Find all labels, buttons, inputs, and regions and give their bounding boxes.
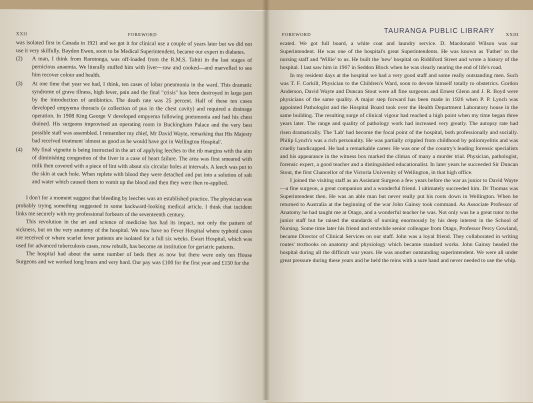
right-paragraph-3: I joined the visiting staff as an Assistant Surgeon a few years before the war as junior to David Wayte—a fine surgeon, a great companion and a wonderful friend. I ultimately succeeded him. Dr Thomas was Superintendent then. He was an able man but never really put his roots down in Wellington. When he returned to Australia at the beginning of the war John Gainsy took command. As Associate Professor of Anatomy he had taught me at Otago, and a wonderful teacher he was. Not only was he a great tutor to the junior staff but he raised the standards of nursing enormously by his deep interest in the School of Nursing. Some time later his friend and erstwhile senior colleague from Otago, Professor Percy Gowland, became Director of Clinical Services on our staff. John was a loyal friend. They collaborated in writing routes' textbooks on anatomy and physiology which became standard works. John Gainsy headed the hospital during all the difficult war years. He was another outstanding superintendent. We were all under great pressure during these years and he held the reins with a sure hand and never needed to use the whip. bbox=[280, 177, 518, 265]
library-stamp: TAURANGA PUBLIC LIBRARY bbox=[384, 28, 495, 35]
list-item-text: My final vignette is being instructed in the art of applying leeches to the rib margins with the aim of diminishing congestion of the liver in a case of heart failure. The area was first smeared with milk then covered with a piece of lint with about six circular holes at intervals. A leech was put to the skin at each hole. When replete with blood they were detached and put into a solution of salt and water which caused them to vomit up the blood and then they were then re-applied. bbox=[32, 146, 252, 187]
left-paragraph-2: I don't for a moment suggest that bleeding by leeches was an established practice. The physician was probably trying something suggested in some backward-looking medical article. I think that incident links me securely with my professional forbears of the seventeenth century. bbox=[16, 195, 252, 219]
list-item-number: (2) bbox=[16, 56, 23, 63]
left-paragraph-4: The hospital had about the same number of beds then as now but there were only ten House Surgeons and we worked long hours and very hard. Our pay was £100 for the first year and £150 for the bbox=[16, 251, 252, 268]
list-item bbox=[16, 55, 252, 81]
list-item-number: (3) bbox=[16, 81, 23, 88]
right-running-head: FOREWORD bbox=[282, 32, 311, 37]
list-item-number: (4) bbox=[16, 146, 23, 153]
book-gutter bbox=[262, 0, 270, 400]
right-paragraph-2: In my resident days at the hospital we had a very good staff and some really outstanding men. Such was T. F. Corkill, Physician to the Children's Ward, soon to devote himself totally to obstetrics. Gordon Anderson, David Wayte and Duncan Stout were all fine surgeons and Ernest Glenn and J. R. Boyd were physicians of the same quality. A major step forward has been made in 1926 when P. P. Lynch was appointed Pathologist and the Hospital Board took over the Health Department Laboratory house in the same building. The resulting surge of clinical vigour had reached a high point when my time began three years later. The range and quality of pathology work had increased very greatly. The autopsy rate had risen dramatically. The 'Lab' had become the focal point of the hospital, both professionally and socially. Philip Lynch's was a rich personality. He was partially crippled from childhood by poliomyelitis and was cruelly handicapped. He had a remarkable career. He was one of the country's leading forensic specialists and his appearance in the witness box marked the climax of many a murder trial. Physician, pathologist, forensic expert, a good teacher and a distinguished educationalist. In later years he succeeded Sir Duncan Stout, the first Chancellor of the Victoria University of Wellington, in that high office. bbox=[280, 73, 518, 176]
left-page-number: XXII bbox=[16, 31, 28, 37]
left-intro-paragraph: was isolated first in Canada in 1921 and we got it for clinical use a couple of years later but we did not use it very skilfully. Baydon Ewen, soon to be Medical Superintendent, became our expert in diabetes. bbox=[16, 40, 252, 56]
right-page bbox=[266, 10, 533, 402]
right-page-text bbox=[280, 40, 518, 265]
right-paragraph-1: ecated. We got full board, a white coat and laundry service. D. Macdonald Wilson was our Superintendent. He was one of the hospital's great Superintendents. He was known as 'Father' to the nursing staff and 'Willie' to us. He built the 'new' hospital on Riddiford Street and wrote a history of the hospital. I last saw him in 1967 in Seddon Block when he was clearly nearing the end of life's road. bbox=[280, 41, 518, 72]
left-paragraph-3: This revolution in the art and science of medicine has had its impact, not only the pattern of sickness, but on the very anatomy of the hospital. We now have no Fever Hospital where typhoid cases are received or where scarlet fever patients are isolated for a full six weeks. Ewart Hospital, which was used for advanced tuberculosis cases, now rebuilt, has become an institution for geriatric patients. bbox=[16, 219, 252, 251]
right-page-number: XXIII bbox=[505, 32, 519, 37]
left-page-text bbox=[16, 39, 252, 268]
list-item bbox=[16, 80, 252, 146]
left-page bbox=[0, 9, 266, 403]
left-running-head: FOREWORD bbox=[128, 31, 157, 38]
list-item-text: At one time that year we had, I think, ten cases of lobar pneumonia in the ward. This dramatic syndrome of grave illness, high fever, pain and the final "crisis" has been destroyed in large part by the introduction of antibiotics. The death rate was 25 percent. Half of these ten cases developed empyema thoracis (a collection of pus in the chest cavity) and required a drainage operation. In 1908 King George V developed empyema following pneumonia and had his chest drained. His surgeons improvised an operating room in Buckingham Palace and the very best possible staff was assembled. I remember my chief, Mr David Wayte, remarking that His Majesty had received treatment 'almost as good as he would have got in Wellington Hospital'. bbox=[32, 81, 252, 146]
list-item-text: A man, I think from Rarotonga, was off-loaded from the R.M.S. Tahiti in the last stages of pernicious anaemia. We literally stuffed him with liver—raw and cooked—and marvelled to see him recover colour and health. bbox=[32, 56, 252, 79]
list-item bbox=[16, 146, 252, 188]
